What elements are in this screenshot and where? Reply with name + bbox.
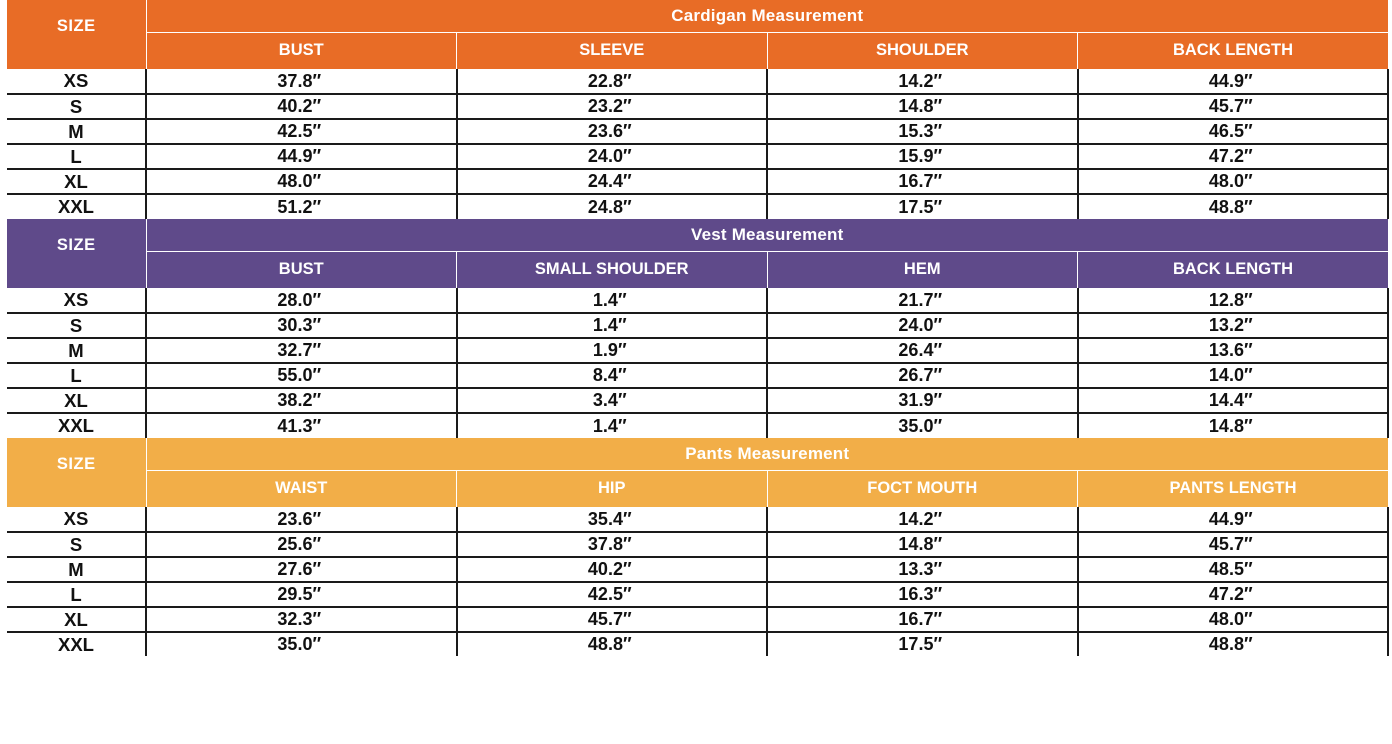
value-cell: 30.3″ — [146, 313, 457, 338]
column-header: BACK LENGTH — [1078, 251, 1389, 288]
value-cell: 22.8″ — [457, 69, 768, 94]
value-cell: 44.9″ — [1078, 69, 1389, 94]
table-row — [7, 607, 1388, 632]
value-cell: 44.9″ — [1078, 507, 1389, 532]
value-cell: 14.2″ — [767, 507, 1078, 532]
value-cell: 32.3″ — [146, 607, 457, 632]
size-cell: M — [7, 557, 146, 582]
value-cell: 48.0″ — [1078, 607, 1389, 632]
column-header: BUST — [146, 251, 457, 288]
value-cell: 13.2″ — [1078, 313, 1389, 338]
size-cell: S — [7, 313, 146, 338]
value-cell: 47.2″ — [1078, 144, 1389, 169]
value-cell: 45.7″ — [457, 607, 768, 632]
value-cell: 8.4″ — [457, 363, 768, 388]
value-cell: 35.0″ — [146, 632, 457, 656]
value-cell: 23.6″ — [146, 507, 457, 532]
size-header: SIZE — [7, 438, 146, 507]
value-cell: 48.0″ — [1078, 169, 1389, 194]
size-cell: XS — [7, 288, 146, 313]
value-cell: 45.7″ — [1078, 532, 1389, 557]
value-cell: 17.5″ — [767, 194, 1078, 219]
size-cell: XXL — [7, 413, 146, 438]
value-cell: 48.5″ — [1078, 557, 1389, 582]
size-cell: XL — [7, 388, 146, 413]
size-cell: M — [7, 338, 146, 363]
value-cell: 14.2″ — [767, 69, 1078, 94]
value-cell: 15.3″ — [767, 119, 1078, 144]
value-cell: 35.4″ — [457, 507, 768, 532]
column-header: HEM — [767, 251, 1078, 288]
table-row — [7, 413, 1388, 438]
column-header: HIP — [457, 470, 768, 507]
table-row — [7, 507, 1388, 532]
table-row — [7, 288, 1388, 313]
section-title: Cardigan Measurement — [146, 0, 1388, 32]
size-cell: S — [7, 94, 146, 119]
value-cell: 16.7″ — [767, 607, 1078, 632]
table-row — [7, 338, 1388, 363]
value-cell: 14.0″ — [1078, 363, 1389, 388]
value-cell: 32.7″ — [146, 338, 457, 363]
column-header: SMALL SHOULDER — [457, 251, 768, 288]
value-cell: 24.0″ — [457, 144, 768, 169]
value-cell: 14.8″ — [767, 94, 1078, 119]
value-cell: 24.0″ — [767, 313, 1078, 338]
column-header: SHOULDER — [767, 32, 1078, 69]
size-cell: L — [7, 582, 146, 607]
value-cell: 1.4″ — [457, 413, 768, 438]
table-row — [7, 69, 1388, 94]
value-cell: 1.9″ — [457, 338, 768, 363]
value-cell: 48.8″ — [1078, 632, 1389, 656]
value-cell: 28.0″ — [146, 288, 457, 313]
value-cell: 41.3″ — [146, 413, 457, 438]
value-cell: 44.9″ — [146, 144, 457, 169]
value-cell: 24.4″ — [457, 169, 768, 194]
value-cell: 21.7″ — [767, 288, 1078, 313]
table-row — [7, 582, 1388, 607]
value-cell: 26.7″ — [767, 363, 1078, 388]
value-cell: 38.2″ — [146, 388, 457, 413]
value-cell: 14.8″ — [767, 532, 1078, 557]
value-cell: 13.3″ — [767, 557, 1078, 582]
table-row — [7, 169, 1388, 194]
value-cell: 16.3″ — [767, 582, 1078, 607]
size-header: SIZE — [7, 219, 146, 288]
value-cell: 1.4″ — [457, 288, 768, 313]
table-row — [7, 388, 1388, 413]
table-row — [7, 557, 1388, 582]
value-cell: 51.2″ — [146, 194, 457, 219]
value-cell: 16.7″ — [767, 169, 1078, 194]
size-cell: XL — [7, 169, 146, 194]
pants-section — [7, 438, 1388, 656]
size-cell: XXL — [7, 632, 146, 656]
size-cell: XS — [7, 69, 146, 94]
section-title: Pants Measurement — [146, 438, 1388, 470]
vest-section — [7, 219, 1388, 438]
value-cell: 12.8″ — [1078, 288, 1389, 313]
value-cell: 13.6″ — [1078, 338, 1389, 363]
value-cell: 26.4″ — [767, 338, 1078, 363]
value-cell: 37.8″ — [457, 532, 768, 557]
size-cell: L — [7, 144, 146, 169]
column-header: BUST — [146, 32, 457, 69]
value-cell: 47.2″ — [1078, 582, 1389, 607]
cardigan-section — [7, 0, 1388, 219]
value-cell: 37.8″ — [146, 69, 457, 94]
value-cell: 35.0″ — [767, 413, 1078, 438]
value-cell: 48.0″ — [146, 169, 457, 194]
table-row — [7, 532, 1388, 557]
value-cell: 27.6″ — [146, 557, 457, 582]
size-cell: XL — [7, 607, 146, 632]
value-cell: 1.4″ — [457, 313, 768, 338]
value-cell: 29.5″ — [146, 582, 457, 607]
table-row — [7, 632, 1388, 656]
table-row — [7, 94, 1388, 119]
value-cell: 42.5″ — [457, 582, 768, 607]
column-header: FOCT MOUTH — [767, 470, 1078, 507]
table-row — [7, 119, 1388, 144]
column-header: SLEEVE — [457, 32, 768, 69]
value-cell: 45.7″ — [1078, 94, 1389, 119]
size-cell: XXL — [7, 194, 146, 219]
size-cell: M — [7, 119, 146, 144]
column-header: WAIST — [146, 470, 457, 507]
value-cell: 23.6″ — [457, 119, 768, 144]
value-cell: 40.2″ — [146, 94, 457, 119]
size-cell: L — [7, 363, 146, 388]
value-cell: 31.9″ — [767, 388, 1078, 413]
value-cell: 40.2″ — [457, 557, 768, 582]
value-cell: 48.8″ — [1078, 194, 1389, 219]
size-cell: XS — [7, 507, 146, 532]
column-header: BACK LENGTH — [1078, 32, 1389, 69]
size-cell: S — [7, 532, 146, 557]
value-cell: 48.8″ — [457, 632, 768, 656]
value-cell: 14.8″ — [1078, 413, 1389, 438]
value-cell: 17.5″ — [767, 632, 1078, 656]
table-row — [7, 313, 1388, 338]
value-cell: 15.9″ — [767, 144, 1078, 169]
value-cell: 24.8″ — [457, 194, 768, 219]
value-cell: 23.2″ — [457, 94, 768, 119]
value-cell: 46.5″ — [1078, 119, 1389, 144]
table-row — [7, 194, 1388, 219]
table-row — [7, 144, 1388, 169]
size-chart-table — [7, 0, 1389, 656]
value-cell: 14.4″ — [1078, 388, 1389, 413]
value-cell: 3.4″ — [457, 388, 768, 413]
size-header: SIZE — [7, 0, 146, 69]
section-title: Vest Measurement — [146, 219, 1388, 251]
column-header: PANTS LENGTH — [1078, 470, 1389, 507]
value-cell: 42.5″ — [146, 119, 457, 144]
value-cell: 25.6″ — [146, 532, 457, 557]
table-row — [7, 363, 1388, 388]
value-cell: 55.0″ — [146, 363, 457, 388]
